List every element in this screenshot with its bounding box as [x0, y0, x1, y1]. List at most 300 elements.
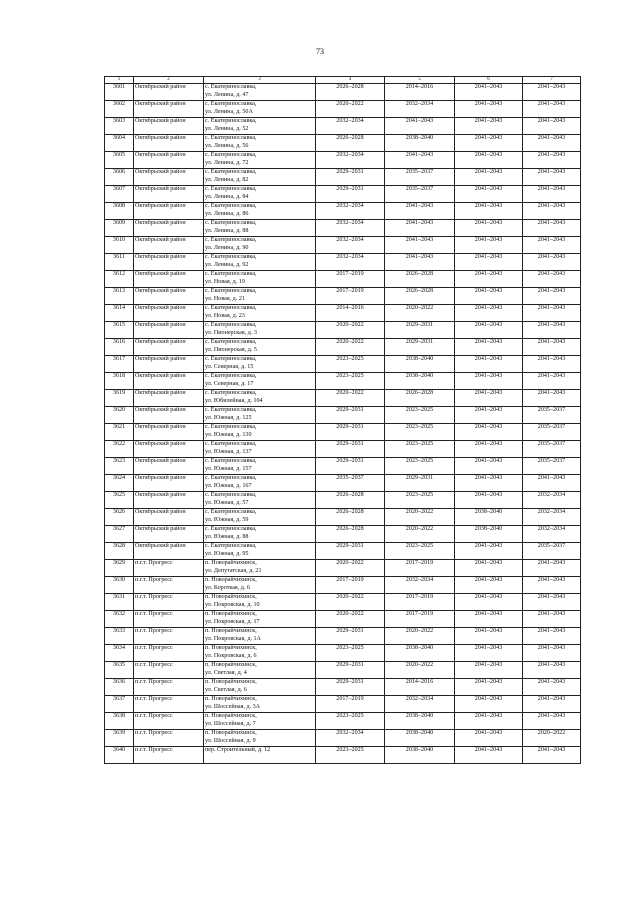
- address-cell: [204, 424, 316, 441]
- address-cell: [204, 679, 316, 696]
- table-row: [105, 254, 581, 271]
- district-cell: Октябрьский район: [134, 407, 204, 424]
- address-line-1: с. Екатеринославка,: [205, 288, 257, 294]
- address-line-1: с. Екатеринославка,: [205, 356, 257, 362]
- period-col-7-cell: 2041–2043: [523, 101, 581, 118]
- period-col-5-cell: 2014–2016: [385, 84, 455, 101]
- district-cell: п.г.т. Прогресс: [134, 747, 204, 764]
- address-cell: [204, 747, 316, 764]
- period-col-6-cell: 2038–2040: [455, 526, 523, 543]
- period-col-6-cell: 2041–2043: [455, 594, 523, 611]
- address-line-2: ул. Покровская, д. 1А: [205, 635, 261, 642]
- table-row: [105, 679, 581, 696]
- row-number-cell: 3611: [105, 254, 134, 271]
- table-row: [105, 628, 581, 645]
- period-col-6-cell: 2041–2043: [455, 696, 523, 713]
- period-col-6-cell: 2041–2043: [455, 271, 523, 288]
- period-col-5-cell: 2029–2031: [385, 339, 455, 356]
- address-line-1: п. Новорайчихинск,: [205, 628, 257, 634]
- period-col-4-cell: 2023–2025: [316, 373, 385, 390]
- table-row: [105, 203, 581, 220]
- period-col-5-cell: 2029–2031: [385, 475, 455, 492]
- district-cell: Октябрьский район: [134, 475, 204, 492]
- row-number-cell: 3634: [105, 645, 134, 662]
- address-line-2: ул. Новая, д. 21: [205, 295, 245, 302]
- row-number-cell: 3615: [105, 322, 134, 339]
- period-col-6-cell: 2041–2043: [455, 152, 523, 169]
- address-line-1: с. Екатеринославка,: [205, 254, 257, 260]
- address-line-2: ул. Короткая, д. 6: [205, 584, 250, 591]
- period-col-6-cell: 2041–2043: [455, 611, 523, 628]
- period-col-6-cell: 2041–2043: [455, 322, 523, 339]
- address-cell: [204, 186, 316, 203]
- period-col-7-cell: 2041–2043: [523, 747, 581, 764]
- header-col-2: 2: [134, 77, 204, 84]
- period-col-4-cell: 2029–2031: [316, 424, 385, 441]
- row-number-cell: 3620: [105, 407, 134, 424]
- period-col-4-cell: 2023–2025: [316, 356, 385, 373]
- address-cell: [204, 390, 316, 407]
- period-col-4-cell: 2026–2028: [316, 135, 385, 152]
- address-line-1: п. Новорайчихинск,: [205, 560, 257, 566]
- period-col-7-cell: 2041–2043: [523, 169, 581, 186]
- period-col-7-cell: 2041–2043: [523, 322, 581, 339]
- period-col-5-cell: 2023–2025: [385, 407, 455, 424]
- period-col-7-cell: 2032–2034: [523, 509, 581, 526]
- header-col-5: 5: [385, 77, 455, 84]
- address-cell: [204, 288, 316, 305]
- table-row: [105, 713, 581, 730]
- address-cell: [204, 645, 316, 662]
- address-line-2: ул. Пионерская, д. 3: [205, 329, 257, 336]
- district-cell: п.г.т. Прогресс: [134, 679, 204, 696]
- row-number-cell: 3633: [105, 628, 134, 645]
- table-row: [105, 135, 581, 152]
- address-line-2: ул. Новая, д. 19: [205, 278, 245, 285]
- district-cell: п.г.т. Прогресс: [134, 662, 204, 679]
- period-col-4-cell: 2035–2037: [316, 475, 385, 492]
- period-col-5-cell: 2041–2043: [385, 152, 455, 169]
- period-col-4-cell: 2017–2019: [316, 288, 385, 305]
- address-line-2: ул. Светлая, д. 6: [205, 686, 247, 693]
- address-line-1: п. Новорайчихинск,: [205, 679, 257, 685]
- period-col-6-cell: 2041–2043: [455, 356, 523, 373]
- table-row: [105, 577, 581, 594]
- period-col-7-cell: 2035–2037: [523, 543, 581, 560]
- period-col-7-cell: 2041–2043: [523, 611, 581, 628]
- address-line-1: п. Новорайчихинск,: [205, 662, 257, 668]
- address-line-1: с. Екатеринославка,: [205, 84, 257, 90]
- period-col-6-cell: 2041–2043: [455, 747, 523, 764]
- district-cell: Октябрьский район: [134, 305, 204, 322]
- district-cell: п.г.т. Прогресс: [134, 645, 204, 662]
- period-col-7-cell: 2041–2043: [523, 135, 581, 152]
- address-line-1: с. Екатеринославка,: [205, 101, 257, 107]
- district-cell: Октябрьский район: [134, 390, 204, 407]
- period-col-6-cell: 2041–2043: [455, 662, 523, 679]
- period-col-4-cell: 2023–2025: [316, 713, 385, 730]
- table-row: [105, 424, 581, 441]
- period-col-5-cell: 2026–2028: [385, 271, 455, 288]
- address-line-1: с. Екатеринославка,: [205, 373, 257, 379]
- period-col-7-cell: 2020–2022: [523, 730, 581, 747]
- address-line-2: ул. Ленина, д. 84: [205, 193, 249, 200]
- period-col-7-cell: 2035–2037: [523, 458, 581, 475]
- district-cell: Октябрьский район: [134, 509, 204, 526]
- address-cell: [204, 662, 316, 679]
- address-line-2: ул. Южная, д. 88: [205, 533, 249, 540]
- district-cell: Октябрьский район: [134, 543, 204, 560]
- address-cell: [204, 407, 316, 424]
- address-line-2: ул. Пионерская, д. 5: [205, 346, 257, 353]
- district-cell: п.г.т. Прогресс: [134, 611, 204, 628]
- district-cell: Октябрьский район: [134, 373, 204, 390]
- address-cell: [204, 577, 316, 594]
- period-col-7-cell: 2041–2043: [523, 237, 581, 254]
- period-col-6-cell: 2041–2043: [455, 84, 523, 101]
- row-number-cell: 3616: [105, 339, 134, 356]
- address-cell: [204, 237, 316, 254]
- period-col-7-cell: 2041–2043: [523, 696, 581, 713]
- address-line-2: ул. Южная, д. 130: [205, 431, 252, 438]
- header-col-3: 3: [204, 77, 316, 84]
- row-number-cell: 3602: [105, 101, 134, 118]
- period-col-7-cell: 2041–2043: [523, 628, 581, 645]
- table-row: [105, 373, 581, 390]
- district-cell: п.г.т. Прогресс: [134, 594, 204, 611]
- header-row: [105, 77, 581, 84]
- address-line-1: п. Новорайчихинск,: [205, 696, 257, 702]
- table-row: [105, 526, 581, 543]
- district-cell: Октябрьский район: [134, 526, 204, 543]
- address-line-1: с. Екатеринославка,: [205, 475, 257, 481]
- district-cell: п.г.т. Прогресс: [134, 713, 204, 730]
- period-col-4-cell: 2032–2034: [316, 730, 385, 747]
- address-cell: [204, 84, 316, 101]
- header-col-7: 7: [523, 77, 581, 84]
- period-col-5-cell: 2038–2040: [385, 713, 455, 730]
- header-col-6: 6: [455, 77, 523, 84]
- address-cell: [204, 254, 316, 271]
- period-col-4-cell: 2023–2025: [316, 645, 385, 662]
- address-line-2: ул. Покровская, д. 6: [205, 652, 257, 659]
- address-line-1: с. Екатеринославка,: [205, 390, 257, 396]
- address-cell: [204, 492, 316, 509]
- row-number-cell: 3605: [105, 152, 134, 169]
- row-number-cell: 3625: [105, 492, 134, 509]
- period-col-7-cell: 2041–2043: [523, 271, 581, 288]
- period-col-6-cell: 2041–2043: [455, 713, 523, 730]
- table-row: [105, 322, 581, 339]
- period-col-4-cell: 2029–2031: [316, 186, 385, 203]
- address-line-2: ул. Ленина, д. 90: [205, 244, 249, 251]
- table-row: [105, 169, 581, 186]
- period-col-4-cell: 2032–2034: [316, 254, 385, 271]
- address-cell: [204, 152, 316, 169]
- table-row: [105, 84, 581, 101]
- district-cell: Октябрьский район: [134, 203, 204, 220]
- row-number-cell: 3604: [105, 135, 134, 152]
- address-line-2: ул. Ленина, д. 88: [205, 227, 249, 234]
- address-cell: [204, 543, 316, 560]
- period-col-4-cell: 2020–2022: [316, 611, 385, 628]
- period-col-6-cell: 2041–2043: [455, 645, 523, 662]
- period-col-5-cell: 2023–2025: [385, 424, 455, 441]
- period-col-4-cell: 2029–2031: [316, 679, 385, 696]
- district-cell: п.г.т. Прогресс: [134, 560, 204, 577]
- period-col-5-cell: 2023–2025: [385, 492, 455, 509]
- period-col-7-cell: 2041–2043: [523, 254, 581, 271]
- address-line-2: ул. Шоссейная, д. 3А: [205, 703, 261, 710]
- period-col-6-cell: 2041–2043: [455, 203, 523, 220]
- period-col-6-cell: 2041–2043: [455, 254, 523, 271]
- period-col-5-cell: 2017–2019: [385, 594, 455, 611]
- address-cell: [204, 169, 316, 186]
- period-col-6-cell: 2041–2043: [455, 220, 523, 237]
- period-col-7-cell: 2032–2034: [523, 526, 581, 543]
- period-col-6-cell: 2041–2043: [455, 169, 523, 186]
- address-line-1: с. Екатеринославка,: [205, 509, 257, 515]
- period-col-5-cell: 2038–2040: [385, 645, 455, 662]
- table-row: [105, 220, 581, 237]
- row-number-cell: 3639: [105, 730, 134, 747]
- table-row: [105, 390, 581, 407]
- district-cell: Октябрьский район: [134, 237, 204, 254]
- period-col-4-cell: 2032–2034: [316, 118, 385, 135]
- table-row: [105, 407, 581, 424]
- period-col-7-cell: 2041–2043: [523, 577, 581, 594]
- period-col-4-cell: 2029–2031: [316, 628, 385, 645]
- district-cell: Октябрьский район: [134, 271, 204, 288]
- row-number-cell: 3637: [105, 696, 134, 713]
- period-col-4-cell: 2026–2028: [316, 509, 385, 526]
- row-number-cell: 3621: [105, 424, 134, 441]
- table-row: [105, 492, 581, 509]
- district-cell: Октябрьский район: [134, 458, 204, 475]
- address-cell: [204, 339, 316, 356]
- row-number-cell: 3623: [105, 458, 134, 475]
- period-col-4-cell: 2020–2022: [316, 101, 385, 118]
- table-row: [105, 118, 581, 135]
- address-cell: [204, 509, 316, 526]
- period-col-5-cell: 2038–2040: [385, 747, 455, 764]
- period-col-5-cell: 2020–2022: [385, 628, 455, 645]
- address-line-1: с. Екатеринославка,: [205, 492, 257, 498]
- address-line-1: п. Новорайчихинск,: [205, 730, 257, 736]
- table-row: [105, 645, 581, 662]
- period-col-5-cell: 2026–2028: [385, 288, 455, 305]
- period-col-5-cell: 2020–2022: [385, 662, 455, 679]
- period-col-5-cell: 2023–2025: [385, 458, 455, 475]
- row-number-cell: 3638: [105, 713, 134, 730]
- table-row: [105, 696, 581, 713]
- period-col-4-cell: 2032–2034: [316, 203, 385, 220]
- period-col-6-cell: 2041–2043: [455, 407, 523, 424]
- period-col-4-cell: 2032–2034: [316, 220, 385, 237]
- period-col-7-cell: 2041–2043: [523, 679, 581, 696]
- period-col-5-cell: 2032–2034: [385, 696, 455, 713]
- table-row: [105, 339, 581, 356]
- address-line-1: с. Екатеринославка,: [205, 339, 257, 345]
- row-number-cell: 3622: [105, 441, 134, 458]
- period-col-6-cell: 2041–2043: [455, 628, 523, 645]
- period-col-5-cell: 2041–2043: [385, 237, 455, 254]
- table-row: [105, 509, 581, 526]
- address-line-1: п. Новорайчихинск,: [205, 713, 257, 719]
- district-cell: Октябрьский район: [134, 101, 204, 118]
- period-col-5-cell: 2038–2040: [385, 356, 455, 373]
- row-number-cell: 3607: [105, 186, 134, 203]
- period-col-6-cell: 2041–2043: [455, 135, 523, 152]
- row-number-cell: 3608: [105, 203, 134, 220]
- address-line-1: с. Екатеринославка,: [205, 526, 257, 532]
- page-number: 73: [316, 47, 324, 56]
- row-number-cell: 3612: [105, 271, 134, 288]
- period-col-7-cell: 2035–2037: [523, 407, 581, 424]
- address-line-2: ул. Южная, д. 167: [205, 482, 252, 489]
- period-col-7-cell: 2041–2043: [523, 560, 581, 577]
- period-col-4-cell: 2029–2031: [316, 169, 385, 186]
- address-line-1: с. Екатеринославка,: [205, 203, 257, 209]
- period-col-5-cell: 2038–2040: [385, 730, 455, 747]
- period-col-6-cell: 2041–2043: [455, 577, 523, 594]
- period-col-5-cell: 2017–2019: [385, 611, 455, 628]
- address-line-1: п. Новорайчихинск,: [205, 611, 257, 617]
- district-cell: п.г.т. Прогресс: [134, 628, 204, 645]
- address-line-2: ул. Северная, д. 15: [205, 363, 254, 370]
- address-line-1: с. Екатеринославка,: [205, 543, 257, 549]
- district-cell: п.г.т. Прогресс: [134, 696, 204, 713]
- period-col-7-cell: 2041–2043: [523, 373, 581, 390]
- address-cell: [204, 526, 316, 543]
- address-line-2: ул. Ленина, д. 47: [205, 91, 249, 98]
- period-col-6-cell: 2041–2043: [455, 339, 523, 356]
- district-cell: Октябрьский район: [134, 220, 204, 237]
- period-col-4-cell: 2023–2025: [316, 747, 385, 764]
- period-col-5-cell: 2017–2019: [385, 560, 455, 577]
- period-col-5-cell: 2020–2022: [385, 305, 455, 322]
- table-row: [105, 475, 581, 492]
- period-col-4-cell: 2020–2022: [316, 322, 385, 339]
- period-col-4-cell: 2029–2031: [316, 662, 385, 679]
- period-col-6-cell: 2041–2043: [455, 373, 523, 390]
- row-number-cell: 3609: [105, 220, 134, 237]
- address-line-1: с. Екатеринославка,: [205, 305, 257, 311]
- row-number-cell: 3636: [105, 679, 134, 696]
- address-line-2: ул. Светлая, д. 4: [205, 669, 247, 676]
- period-col-4-cell: 2032–2034: [316, 237, 385, 254]
- period-col-6-cell: 2041–2043: [455, 730, 523, 747]
- row-number-cell: 3614: [105, 305, 134, 322]
- period-col-6-cell: 2041–2043: [455, 101, 523, 118]
- row-number-cell: 3603: [105, 118, 134, 135]
- address-line-1: с. Екатеринославка,: [205, 135, 257, 141]
- period-col-6-cell: 2041–2043: [455, 237, 523, 254]
- district-cell: Октябрьский район: [134, 118, 204, 135]
- row-number-cell: 3624: [105, 475, 134, 492]
- address-line-2: ул. Южная, д. 125: [205, 414, 252, 421]
- period-col-4-cell: 2020–2022: [316, 594, 385, 611]
- period-col-6-cell: 2041–2043: [455, 458, 523, 475]
- row-number-cell: 3640: [105, 747, 134, 764]
- period-col-5-cell: 2038–2040: [385, 373, 455, 390]
- address-cell: [204, 713, 316, 730]
- table-row: [105, 747, 581, 764]
- district-cell: Октябрьский район: [134, 84, 204, 101]
- period-col-5-cell: 2041–2043: [385, 254, 455, 271]
- period-col-6-cell: 2041–2043: [455, 424, 523, 441]
- row-number-cell: 3613: [105, 288, 134, 305]
- address-line-1: с. Екатеринославка,: [205, 186, 257, 192]
- period-col-6-cell: 2041–2043: [455, 543, 523, 560]
- period-col-6-cell: 2041–2043: [455, 305, 523, 322]
- address-line-1: с. Екатеринославка,: [205, 237, 257, 243]
- row-number-cell: 3619: [105, 390, 134, 407]
- period-col-7-cell: 2041–2043: [523, 220, 581, 237]
- row-number-cell: 3628: [105, 543, 134, 560]
- table-row: [105, 458, 581, 475]
- address-line-1: п. Новорайчихинск,: [205, 577, 257, 583]
- address-line-2: ул. Юбилейная, д. 104: [205, 397, 263, 404]
- district-cell: Октябрьский район: [134, 492, 204, 509]
- period-col-5-cell: 2032–2034: [385, 577, 455, 594]
- period-col-5-cell: 2041–2043: [385, 203, 455, 220]
- period-col-7-cell: 2041–2043: [523, 594, 581, 611]
- period-col-6-cell: 2041–2043: [455, 186, 523, 203]
- address-line-2: ул. Ленина, д. 86: [205, 210, 249, 217]
- row-number-cell: 3610: [105, 237, 134, 254]
- table-row: [105, 186, 581, 203]
- period-col-4-cell: 2017–2019: [316, 271, 385, 288]
- period-col-4-cell: 2020–2022: [316, 560, 385, 577]
- district-cell: Октябрьский район: [134, 288, 204, 305]
- address-cell: [204, 730, 316, 747]
- district-cell: Октябрьский район: [134, 322, 204, 339]
- address-line-2: ул. Ленина, д. 92: [205, 261, 249, 268]
- period-col-4-cell: 2026–2028: [316, 526, 385, 543]
- address-line-1: пер. Строительный, д. 12: [205, 747, 271, 753]
- period-col-4-cell: 2026–2028: [316, 492, 385, 509]
- period-col-7-cell: 2041–2043: [523, 356, 581, 373]
- address-cell: [204, 696, 316, 713]
- table-body: [105, 84, 581, 764]
- schedule-table: [104, 76, 581, 764]
- address-cell: [204, 135, 316, 152]
- table-row: [105, 560, 581, 577]
- address-line-2: ул. Покровская, д. 17: [205, 618, 260, 625]
- address-line-1: с. Екатеринославка,: [205, 424, 257, 430]
- address-line-2: ул. Ленина, д. 56: [205, 142, 249, 149]
- period-col-6-cell: 2041–2043: [455, 288, 523, 305]
- row-number-cell: 3630: [105, 577, 134, 594]
- table-row: [105, 356, 581, 373]
- address-line-1: с. Екатеринославка,: [205, 220, 257, 226]
- address-cell: [204, 305, 316, 322]
- table-row: [105, 305, 581, 322]
- period-col-4-cell: 2014–2016: [316, 305, 385, 322]
- period-col-5-cell: 2020–2022: [385, 526, 455, 543]
- header-col-4: 4: [316, 77, 385, 84]
- address-line-1: с. Екатеринославка,: [205, 118, 257, 124]
- period-col-5-cell: 2023–2025: [385, 441, 455, 458]
- district-cell: Октябрьский район: [134, 441, 204, 458]
- address-line-2: ул. Южная, д. 157: [205, 465, 252, 472]
- period-col-5-cell: 2029–2031: [385, 322, 455, 339]
- header-col-1: 1: [105, 77, 134, 84]
- row-number-cell: 3627: [105, 526, 134, 543]
- address-cell: [204, 220, 316, 237]
- district-cell: Октябрьский район: [134, 339, 204, 356]
